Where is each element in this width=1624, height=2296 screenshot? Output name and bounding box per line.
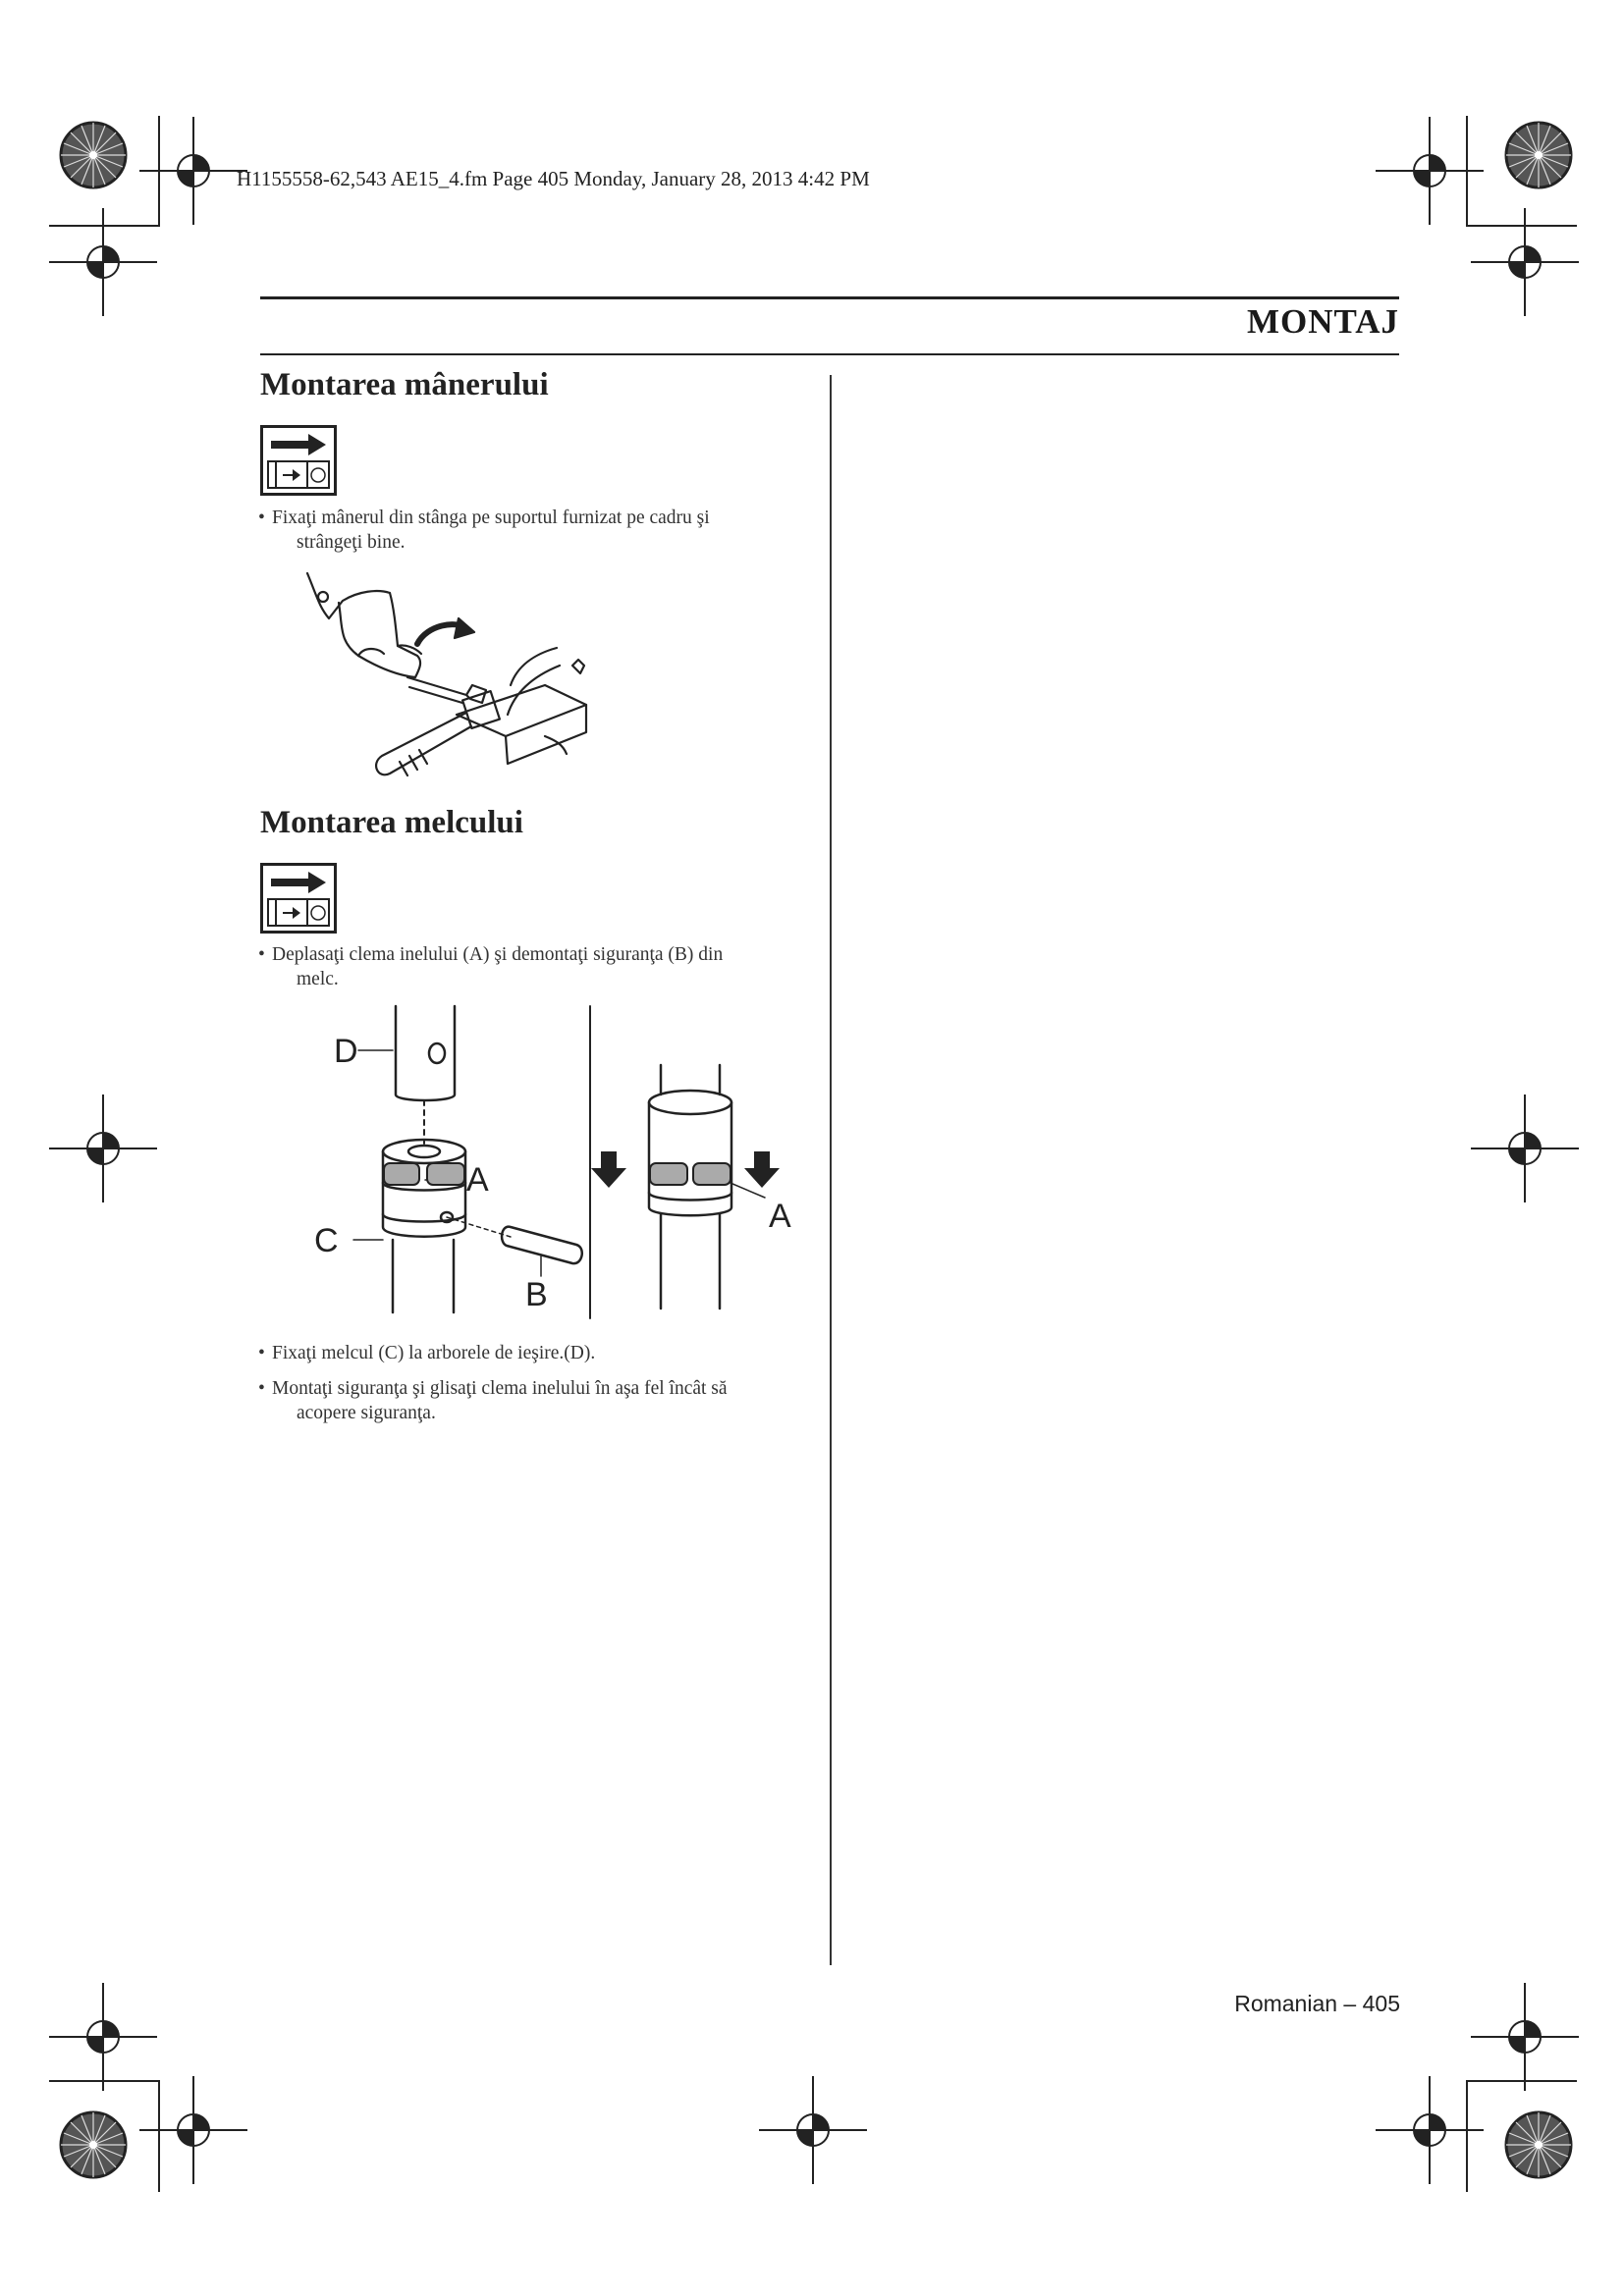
handle-mounting-illustration (299, 567, 614, 803)
auger-mounting-diagram (299, 1006, 810, 1320)
label-d: D (334, 1033, 358, 1070)
bullet-item: • Fixaţi mânerul din stânga pe suportul furnizat pe cadru şi strângeţi bine. (258, 507, 710, 553)
assembly-arrow-icon (260, 425, 337, 496)
section-heading-handle: Montarea mânerului (260, 367, 549, 402)
label-a: A (769, 1198, 791, 1235)
assembly-arrow-icon (260, 863, 337, 934)
print-header: H1155558-62,543 AE15_4.fm Page 405 Monday, January 28, 2013 4:42 PM (237, 167, 870, 190)
bullet-item: • Deplasaţi clema inelului (A) şi demontaţi siguranţa (B) din melc. (258, 944, 724, 989)
section-heading-auger: Montarea melcului (260, 805, 523, 840)
page-title: MONTAJ (1246, 302, 1399, 341)
bullet-item: • Montaţi siguranţa şi glisaţi clema inelului în aşa fel încât să acopere siguranţa. (258, 1378, 728, 1423)
title-rule-top (260, 296, 1399, 299)
label-b: B (525, 1276, 548, 1313)
label-a: A (466, 1161, 489, 1199)
page-footer: Romanian – 405 (1234, 1991, 1400, 2016)
bullet-item: • Fixaţi melcul (C) la arborele de ieşire.(D). (258, 1343, 596, 1363)
title-rule-bottom (260, 353, 1399, 355)
column-divider (830, 375, 832, 1965)
label-c: C (314, 1222, 339, 1259)
